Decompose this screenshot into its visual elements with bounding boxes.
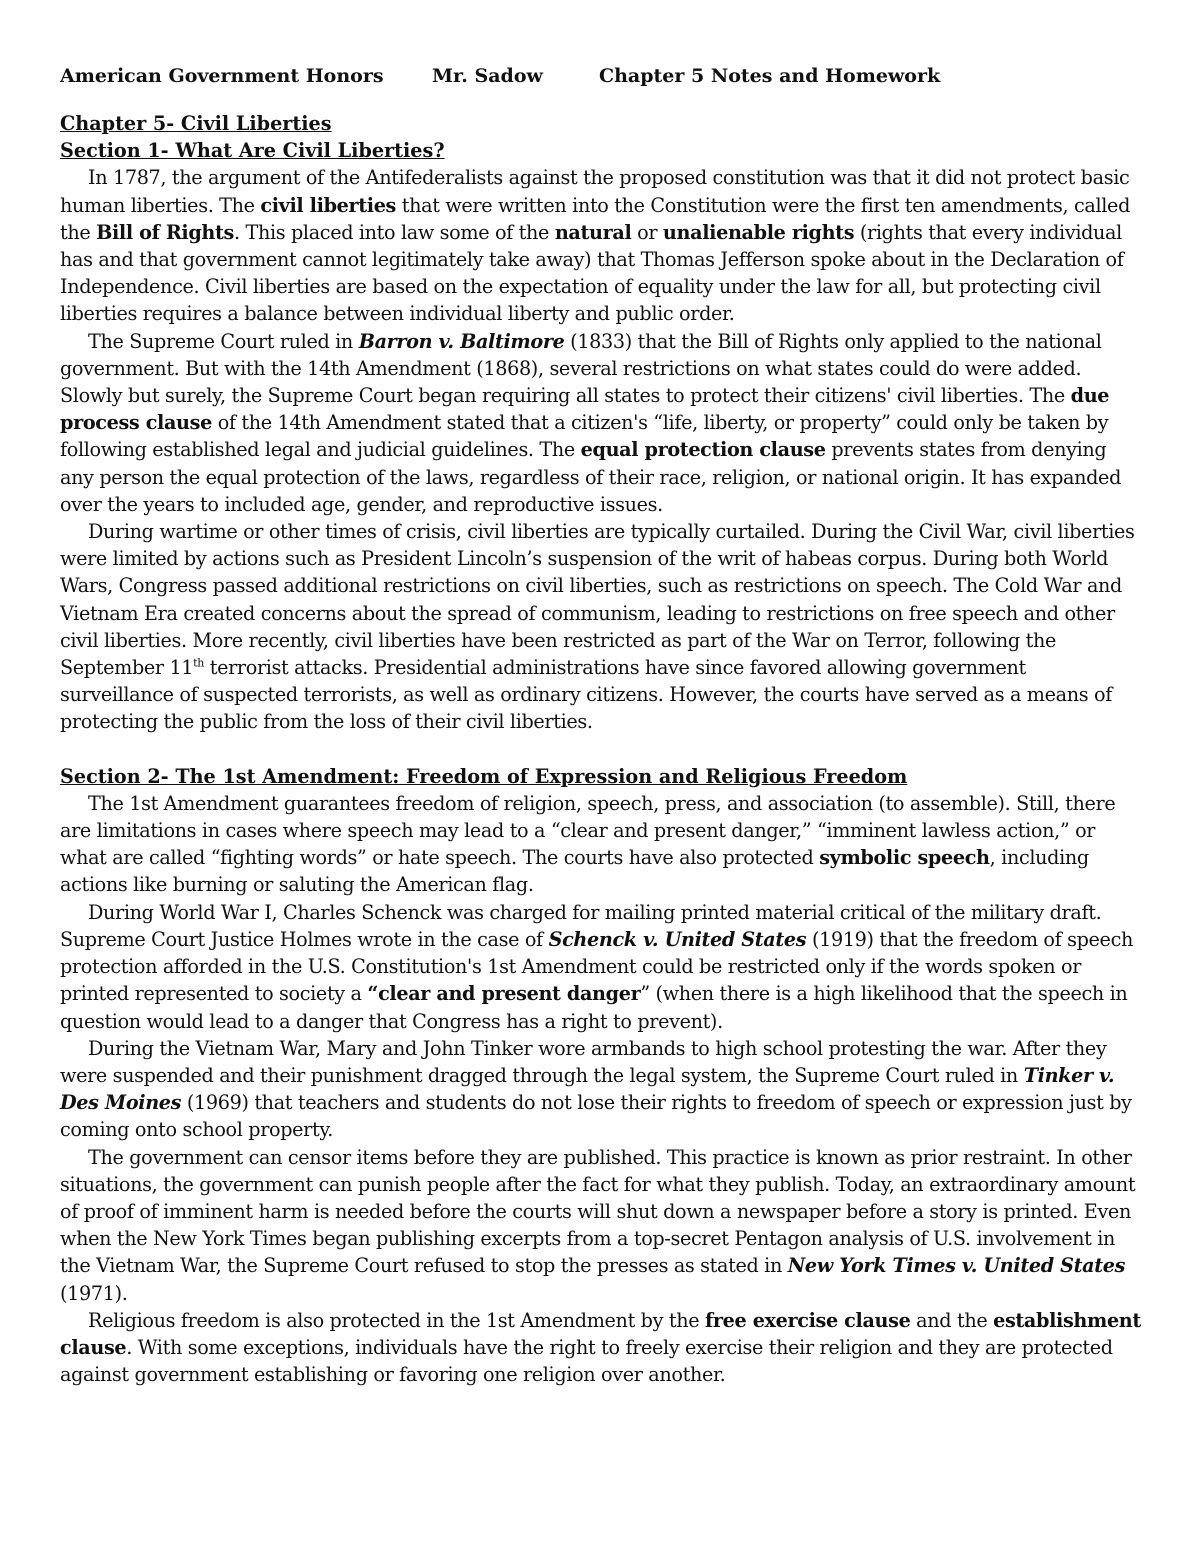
- page-header: [60, 60, 1142, 92]
- key-term: natural: [554, 220, 632, 244]
- chapter-title: Chapter 5- Civil Liberties: [60, 112, 332, 135]
- key-term: symbolic speech: [819, 846, 990, 870]
- key-term: establishment clause: [60, 1308, 1141, 1359]
- assignment-title: Chapter 5 Notes and Homework: [599, 65, 941, 87]
- court-case: Schenck v. United States: [548, 927, 807, 951]
- section-2-paragraph-4: The government can censor items before they are published. This practice is known as prior restraint. In other situations, the government can punish people after the fact for what they publish. Today, an extraordinary amount of proof of imminent harm is needed before the courts will shut down a newspaper before a story is printed. Even when the New York Times began publishing excerpts from a top-secret Pentagon analysis of U.S. involvement in the Vietnam War, the Supreme Court refused to stop the presses as stated in New York Times v. United States (1971).: [60, 1145, 1136, 1305]
- section-1-heading: Section 1- What Are Civil Liberties?: [60, 139, 445, 163]
- key-term: equal protection clause: [580, 438, 826, 462]
- key-term: due process clause: [60, 384, 1110, 435]
- section-2-paragraph-1: The 1st Amendment guarantees freedom of religion, speech, press, and association (to assemble). Still, there are limitations in cases where speech may lead to a “clear and present danger,” “imminent lawless action,” or what are called “fighting words” or hate speech. The courts have also protected symbolic speech, including actions like burning or saluting the American flag.: [60, 791, 1116, 897]
- section-2-paragraph-2: During World War I, Charles Schenck was charged for mailing printed material critical of the military draft. Supreme Court Justice Holmes wrote in the case of Schenck v. United States (1919) that the freedom of speech protection afforded in the U.S. Constitution's 1st Amendment could be restricted only if the words spoken or printed represented to society a “clear and present danger” (when there is a high likelihood that the speech in question would lead to a danger that Congress has a right to prevent).: [60, 900, 1133, 1033]
- ordinal-suffix: th: [193, 656, 204, 670]
- key-term: free exercise clause: [704, 1308, 911, 1332]
- section-1-paragraph-1: In 1787, the argument of the Antifederalists against the proposed constitution was that it did not protect basic human liberties. The civil liberties that were written into the Constitution were the first ten amendments, called the Bill of Rights. This placed into law some of the natural or unalienable rights (rights that every individual has and that government cannot legitimately take away) that Thomas Jefferson spoke about in the Declaration of Independence. Civil liberties are based on the expectation of equality under the law for all, but protecting civil liberties requires a balance between individual liberty and public order.: [60, 166, 1130, 326]
- section-2-paragraph-3: During the Vietnam War, Mary and John Tinker wore armbands to high school protesting the war. After they were suspended and their punishment dragged through the legal system, the Supreme Court ruled in Tinker v. Des Moines (1969) that teachers and students do not lose their rights to freedom of speech or expression just by coming onto school property.: [60, 1036, 1132, 1142]
- course-name: American Government Honors: [60, 65, 384, 87]
- key-term: “clear and present danger: [367, 982, 641, 1006]
- court-case: Barron v. Baltimore: [358, 329, 565, 353]
- teacher-name: Mr. Sadow: [432, 65, 543, 87]
- key-term: unalienable rights: [662, 220, 855, 244]
- section-2-heading: Section 2- The 1st Amendment: Freedom of Expression and Religious Freedom: [60, 764, 908, 788]
- section-1-paragraph-2: The Supreme Court ruled in Barron v. Baltimore (1833) that the Bill of Rights only applied to the national government. But with the 14th Amendment (1868), several restrictions on what states could do were added. Slowly but surely, the Supreme Court began requiring all states to protect their citizens' civil liberties. The due process clause of the 14th Amendment stated that a citizen's “life, liberty, or property” could only be taken by following established legal and judicial guidelines. The equal protection clause prevents states from denying any person the equal protection of the laws, regardless of their race, religion, or national origin. It has expanded over the years to included age, gender, and reproductive issues.: [60, 329, 1121, 516]
- key-term: civil liberties: [260, 193, 397, 217]
- section-2-paragraph-5: Religious freedom is also protected in the 1st Amendment by the free exercise clause and the establishment clause. With some exceptions, individuals have the right to freely exercise their religion and they are protected against government establishing or favoring one religion over another.: [60, 1308, 1141, 1387]
- court-case: New York Times v. United States: [787, 1254, 1126, 1278]
- key-term: Bill of Rights: [96, 220, 234, 244]
- court-case: Tinker v. Des Moines: [60, 1063, 1115, 1115]
- section-1-paragraph-3: During wartime or other times of crisis, civil liberties are typically curtailed. During the Civil War, civil liberties were limited by actions such as President Lincoln’s suspension of the writ of habeas corpus. During both World Wars, Congress passed additional restrictions on civil liberties, such as restrictions on speech. The Cold War and Vietnam Era created concerns about the spread of communism, leading to restrictions on free speech and other civil liberties. More recently, civil liberties have been restricted as part of the War on Terror, following the September 11th terrorist attacks. Presidential administrations have since favored allowing government surveillance of suspected terrorists, as well as ordinary citizens. However, the courts have served as a means of protecting the public from the loss of their civil liberties.: [60, 520, 1135, 734]
- document-page: [60, 60, 1142, 1388]
